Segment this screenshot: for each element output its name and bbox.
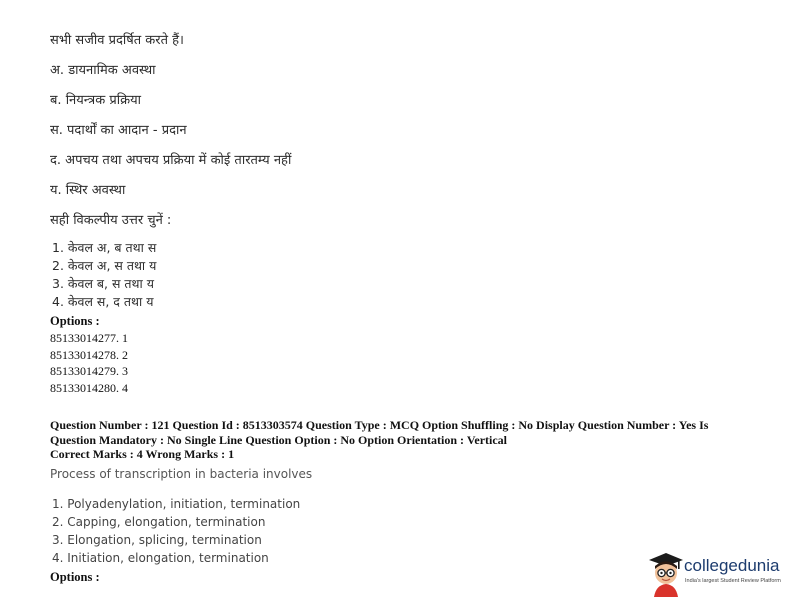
choice-list-hindi [52, 239, 156, 311]
question-metadata [50, 418, 750, 462]
statement-d: द. अपचय तथा अपचय प्रक्रिया में कोई तारतम्य नहीं [50, 153, 292, 168]
brand-tagline: India's largest Student Review Platform [685, 578, 781, 584]
brand-name: collegedunia [684, 556, 780, 575]
statement-e: य. स्थिर अवस्था [50, 183, 126, 198]
option-id: 85133014278. 2 [50, 347, 128, 362]
choice-item: 3. Elongation, splicing, termination [52, 533, 262, 547]
options-label: Options : [50, 314, 100, 328]
choice-item: 4. Initiation, elongation, termination [52, 551, 269, 565]
choice-item: 2. Capping, elongation, termination [52, 515, 266, 529]
collegedunia-watermark [648, 549, 786, 599]
choice-item: 3. केवल ब, स तथा य [52, 276, 154, 291]
choice-item: 1. केवल अ, ब तथा स [52, 240, 157, 255]
statement-c: स. पदार्थों का आदान - प्रदान [50, 123, 187, 138]
choice-list-english [52, 495, 300, 567]
statement-b: ब. नियन्त्रक प्रक्रिया [50, 93, 141, 108]
metadata-line: Question Number : 121 Question Id : 8513303574 Question Type : MCQ Option Shuffling : No Display Question Number : Yes Is [50, 418, 709, 432]
metadata-line: Question Mandatory : No Single Line Question Option : No Option Orientation : Vertical [50, 432, 508, 447]
marks-line: Correct Marks : 4 Wrong Marks : 1 [50, 447, 235, 461]
question-stem-hindi: सभी सजीव प्रदर्षित करते हैं। [50, 33, 184, 48]
options-label-2: Options : [50, 570, 100, 584]
statement-a: अ. डायनामिक अवस्था [50, 63, 156, 78]
choice-item: 2. केवल अ, स तथा य [52, 258, 157, 273]
choice-item: 4. केवल स, द तथा य [52, 294, 154, 309]
option-id-list [50, 330, 128, 396]
choice-item: 1. Polyadenylation, initiation, termination [52, 497, 301, 511]
option-id: 85133014279. 3 [50, 364, 128, 378]
option-id: 85133014280. 4 [50, 380, 128, 395]
answer-prompt-hindi: सही विकल्पीय उत्तर चुनें : [50, 213, 172, 228]
question-stem-english: Process of transcription in bacteria involves [50, 467, 313, 481]
option-id: 85133014277. 1 [50, 331, 128, 345]
student-mascot-icon [648, 551, 684, 597]
